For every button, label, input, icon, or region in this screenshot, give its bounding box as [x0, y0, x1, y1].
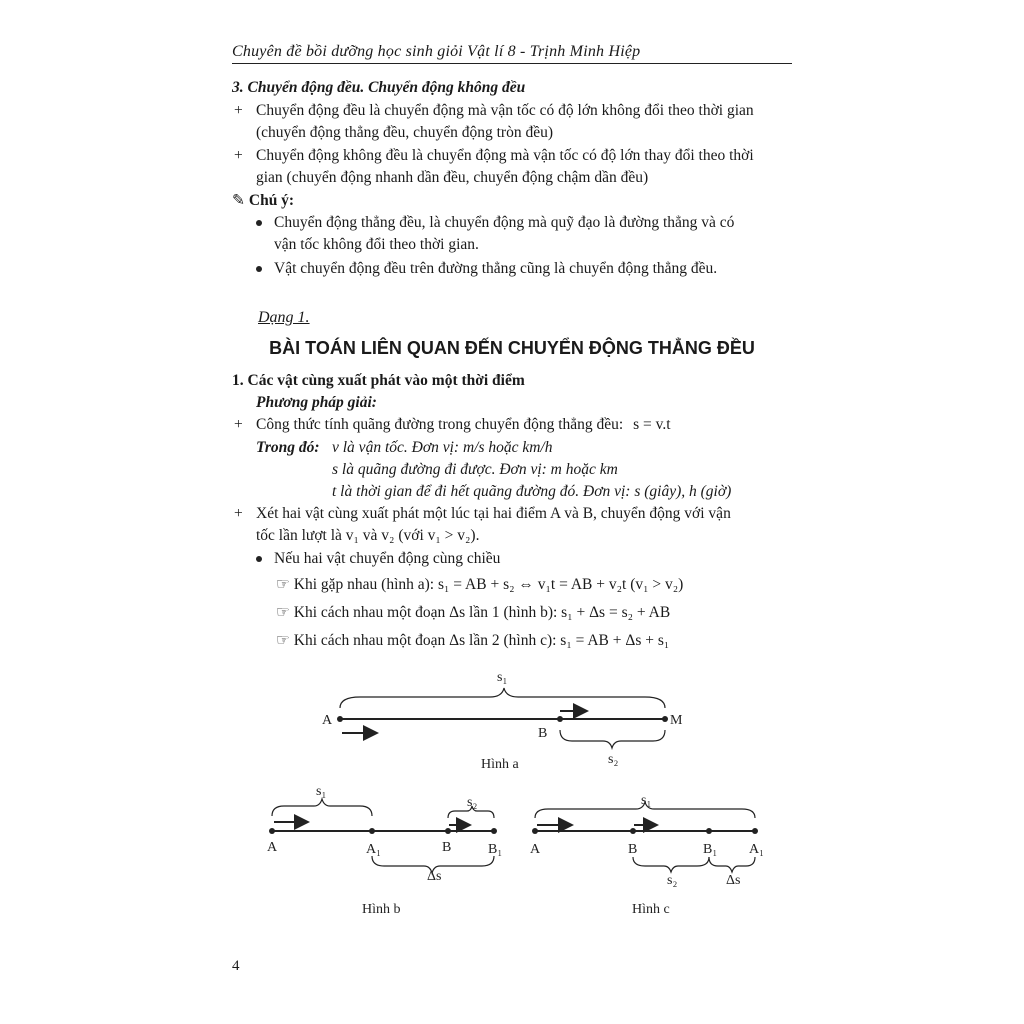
formula-line-text: Công thức tính quãng đường trong chuyển động thẳng đều:	[256, 416, 624, 433]
where-1: v là vận tốc. Đơn vị: m/s hoặc km/h	[332, 439, 553, 456]
fig-b-brace-s2	[448, 806, 494, 818]
case-b-text: Khi cách nhau một đoạn Δs lần 1 (hình b): s₁ + Δs = s₂ + AB	[293, 604, 671, 621]
fig-a-point-b	[557, 716, 563, 722]
same-direction-text: Nếu hai vật chuyển động cùng chiều	[274, 550, 501, 567]
fig-c-brace-s2	[633, 857, 709, 872]
section-title: BÀI TOÁN LIÊN QUAN ĐẾN CHUYỂN ĐỘNG THẲNG ĐỀU	[269, 338, 755, 358]
fig-a-point-m	[662, 716, 668, 722]
fig-b-point-b	[445, 828, 451, 834]
fig-a-s1-label: s₁	[497, 670, 508, 685]
fig-c-point-b	[630, 828, 636, 834]
case-a-text: Khi gặp nhau (hình a): s₁ = AB + s₂ ⇔ v₁t = AB + v₂t (v₁ > v₂)	[293, 576, 684, 593]
note-2-text: Vật chuyển động đều trên đường thẳng cũng là chuyển động thẳng đều.	[274, 260, 718, 277]
fig-c-point-a	[532, 828, 538, 834]
fig-c-s1-label: s₁	[641, 793, 652, 808]
fig-a-s2-label: s₂	[608, 752, 619, 767]
plus-marker: +	[234, 416, 243, 433]
running-header: Chuyên đề bồi dưỡng học sinh giỏi Vật lí 8 - Trịnh Minh Hiệp	[232, 43, 792, 64]
method-label: Phương pháp giải:	[256, 394, 377, 411]
consider-line-1: Xét hai vật cùng xuất phát một lúc tại hai điểm A và B, chuyển động với vận	[256, 505, 731, 522]
fig-b-point-b1	[491, 828, 497, 834]
fig-b-caption: Hình b	[362, 902, 401, 917]
figure-b	[267, 784, 502, 917]
paragraph-2-line-2: gian (chuyển động nhanh dần đều, chuyển động chậm dần đều)	[256, 169, 649, 186]
figure-c	[530, 793, 764, 917]
fig-a-brace-s2	[560, 730, 665, 748]
fig-b-brace-s1	[272, 799, 372, 816]
where-label: Trong đó:	[256, 439, 320, 456]
plus-marker: +	[234, 505, 243, 522]
fig-a-brace-s1	[340, 688, 665, 708]
fig-c-point-a1	[752, 828, 758, 834]
note-1-text: Chuyển động thẳng đều, là chuyển động mà quỹ đạo là đường thẳng và có	[274, 214, 735, 231]
part-1-title: 1. Các vật cùng xuất phát vào một thời điểm	[232, 372, 525, 389]
fig-a-point-a	[337, 716, 343, 722]
fig-b-s2-label: s₂	[467, 795, 478, 810]
fig-a-label-b: B	[538, 726, 548, 741]
paragraph-1-line-2: (chuyển động thẳng đều, chuyển động tròn đều)	[256, 124, 554, 141]
consider-line-2: tốc lần lượt là v₁ và v₂ (với v₁ > v₂).	[256, 527, 480, 544]
section-3-title: 3. Chuyển động đều. Chuyển động không đều	[232, 79, 526, 96]
page-number: 4	[232, 958, 240, 974]
fig-c-label-a: A	[530, 842, 541, 857]
formula: s = v.t	[633, 416, 671, 433]
note-1-line-2: vận tốc không đổi theo thời gian.	[274, 236, 479, 253]
plus-marker: +	[234, 147, 243, 164]
fig-c-point-b1	[706, 828, 712, 834]
fig-c-label-b1: B₁	[703, 842, 718, 857]
case-c-text: Khi cách nhau một đoạn Δs lần 2 (hình c): s₁ = AB + Δs + s₁	[293, 632, 670, 649]
pointing-hand-icon: ☞	[276, 576, 290, 593]
fig-c-s2-label: s₂	[667, 873, 678, 888]
fig-b-point-a	[269, 828, 275, 834]
fig-b-label-b1: B₁	[488, 842, 503, 857]
note-label: Chú ý:	[248, 192, 295, 209]
fig-b-label-b: B	[442, 840, 452, 855]
paragraph-1-line-1: Chuyển động đều là chuyển động mà vận tốc có độ lớn không đổi theo thời gian	[256, 102, 754, 119]
pen-note-icon: ✎	[232, 192, 245, 209]
fig-a-label-m: M	[670, 713, 683, 728]
pointing-hand-icon: ☞	[276, 604, 290, 621]
fig-b-label-a1: A₁	[366, 842, 381, 857]
fig-b-label-a: A	[267, 840, 278, 855]
where-2: s là quãng đường đi được. Đơn vị: m hoặc km	[332, 461, 618, 478]
pointing-hand-icon: ☞	[276, 632, 290, 649]
fig-b-s1-label: s₁	[316, 784, 327, 799]
fig-c-label-a1: A₁	[749, 842, 764, 857]
plus-marker: +	[234, 102, 243, 119]
fig-c-ds-label: Δs	[726, 873, 741, 888]
fig-b-point-a1	[369, 828, 375, 834]
paragraph-2-line-1: Chuyển động không đều là chuyển động mà vận tốc có độ lớn thay đổi theo thời	[256, 147, 754, 164]
fig-c-caption: Hình c	[632, 902, 670, 917]
dang-label: Dạng 1.	[258, 309, 310, 326]
where-3: t là thời gian để đi hết quãng đường đó. Đơn vị: s (giây), h (giờ)	[332, 483, 732, 500]
fig-c-label-b: B	[628, 842, 638, 857]
fig-c-brace-ds	[709, 857, 755, 872]
fig-a-label-a: A	[322, 713, 333, 728]
fig-a-caption: Hình a	[481, 757, 519, 772]
fig-b-ds-label: Δs	[427, 869, 442, 884]
figure-a	[322, 670, 683, 772]
